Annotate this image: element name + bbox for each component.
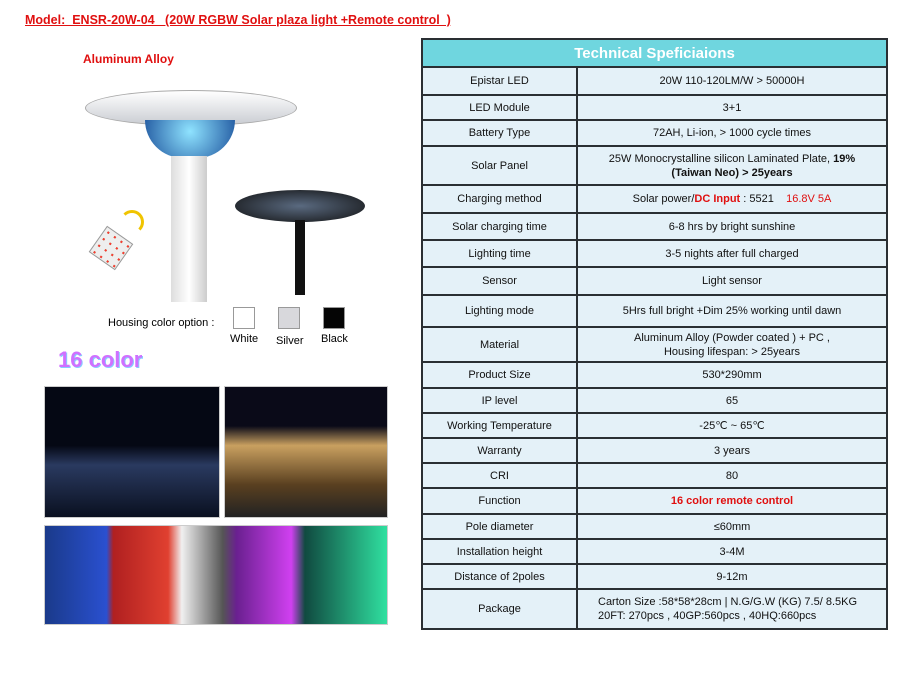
spec-key: Warranty (422, 438, 577, 463)
spec-key: Installation height (422, 539, 577, 564)
spec-value: 25W Monocrystalline silicon Laminated Plate, (608, 152, 834, 165)
spec-key: Solar charging time (422, 213, 577, 240)
spec-key: Material (422, 327, 577, 362)
spec-row (422, 267, 887, 295)
spec-key: Charging method (422, 185, 577, 213)
spec-value-line2: Housing lifespan: > 25years (663, 345, 801, 358)
spec-value-cell (577, 240, 887, 267)
spec-value-cell (577, 146, 887, 185)
spec-key: Working Temperature (422, 413, 577, 438)
spec-value-line2: (Taiwan Neo) > 25years (671, 166, 793, 179)
spec-value: Carton Size :58*58*28cm | N.G/G.W (KG) 7.5/ 8.5KG (598, 596, 858, 608)
spec-row (422, 185, 887, 213)
spec-value: 16 color remote control (670, 495, 794, 507)
night-scene-photo-1 (44, 386, 220, 518)
spec-value-cell (577, 95, 887, 120)
spec-row (422, 463, 887, 488)
spec-value: 3 years (713, 444, 751, 457)
spec-value-bold: 19% (833, 152, 856, 165)
spec-value-cell (577, 564, 887, 589)
spec-value-cell (577, 67, 887, 95)
spec-value: Light sensor (702, 275, 762, 287)
spec-row (422, 327, 887, 362)
spec-value-cell (577, 362, 887, 388)
sixteen-color-label: 16 color (58, 347, 143, 372)
spec-value: 3-4M (719, 545, 745, 558)
spec-value-cell (577, 267, 887, 295)
spec-row (422, 95, 887, 120)
spec-value-mid: : 5521 (740, 193, 787, 205)
spec-row (422, 146, 887, 185)
spec-row (422, 564, 887, 589)
spec-value: 6-8 hrs by bright sunshine (668, 220, 796, 233)
spec-row (422, 388, 887, 413)
spec-key: Solar Panel (422, 146, 577, 185)
night-scene-photo-2 (224, 386, 388, 518)
spec-table-header: Technical Speficiaions (422, 39, 887, 67)
spec-value: 65 (725, 394, 739, 407)
spec-value: Aluminum Alloy (Powder coated ) + PC , (634, 331, 830, 344)
spec-key: LED Module (422, 95, 577, 120)
spec-value-voltage: 16.8V 5A (786, 193, 832, 205)
spec-key: IP level (422, 388, 577, 413)
spec-value-cell (577, 463, 887, 488)
spec-value: 3-5 nights after full charged (665, 247, 799, 260)
spec-row (422, 240, 887, 267)
wifi-signal-icon (120, 210, 144, 234)
spec-table (421, 38, 888, 630)
spec-row (422, 67, 887, 95)
spec-row (422, 488, 887, 514)
spec-key: Battery Type (422, 120, 577, 146)
spec-row (422, 413, 887, 438)
spec-row (422, 438, 887, 463)
spec-value: ≤60mm (713, 520, 751, 533)
spec-value-cell (577, 213, 887, 240)
spec-key: Lighting time (422, 240, 577, 267)
spec-key: Function (422, 488, 577, 514)
spec-value-cell (577, 388, 887, 413)
spec-value-cell (577, 295, 887, 327)
rgb-color-photo-strip (44, 525, 388, 625)
spec-value: 9-12m (716, 570, 748, 583)
spec-value: 72AH, Li-ion, > 1000 cycle times (652, 127, 812, 139)
spec-value-cell (577, 327, 887, 362)
color-name-white: White (230, 333, 259, 345)
spec-key: Distance of 2poles (422, 564, 577, 589)
color-name-silver: Silver (276, 335, 304, 347)
spec-value-dc-input: DC Input (694, 193, 741, 205)
spec-value: Solar power/ (632, 193, 695, 205)
spec-key: Package (422, 589, 577, 629)
spec-value: 5Hrs full bright +Dim 25% working until dawn (622, 305, 842, 317)
spec-value: 3+1 (722, 101, 742, 114)
spec-value-cell (577, 514, 887, 539)
spec-value-cell (577, 488, 887, 514)
material-label: Aluminum Alloy (83, 52, 174, 66)
housing-color-label: Housing color option : (108, 317, 215, 329)
spec-row (422, 539, 887, 564)
spec-key: Sensor (422, 267, 577, 295)
spec-row (422, 514, 887, 539)
spec-row (422, 120, 887, 146)
spec-key: Lighting mode (422, 295, 577, 327)
spec-row (422, 362, 887, 388)
spec-row (422, 213, 887, 240)
spec-key: Pole diameter (422, 514, 577, 539)
spec-value: 80 (725, 469, 739, 482)
spec-row (422, 295, 887, 327)
spec-value-cell (577, 185, 887, 213)
spec-value: 20W 110-120LM/W > 50000H (659, 75, 805, 87)
color-swatch-black (323, 307, 345, 329)
spec-key: Epistar LED (422, 67, 577, 95)
color-swatch-white (233, 307, 255, 329)
spec-value-cell (577, 413, 887, 438)
spec-value-cell (577, 438, 887, 463)
spec-key: Product Size (422, 362, 577, 388)
spec-value: 530*290mm (702, 369, 762, 381)
spec-value-line2: 20FT: 270pcs , 40GP:560pcs , 40HQ:660pcs (598, 610, 817, 622)
spec-value: -25℃ ~ 65℃ (699, 419, 765, 432)
color-swatch-silver (278, 307, 300, 329)
spec-row (422, 589, 887, 629)
spec-value-cell (577, 589, 887, 629)
spec-key: CRI (422, 463, 577, 488)
spec-value-cell (577, 120, 887, 146)
model-title: Model: ENSR-20W-04 (20W RGBW Solar plaza light +Remote control ) (25, 13, 451, 27)
black-lamp-image (235, 190, 365, 295)
spec-value-cell (577, 539, 887, 564)
color-name-black: Black (321, 333, 348, 345)
